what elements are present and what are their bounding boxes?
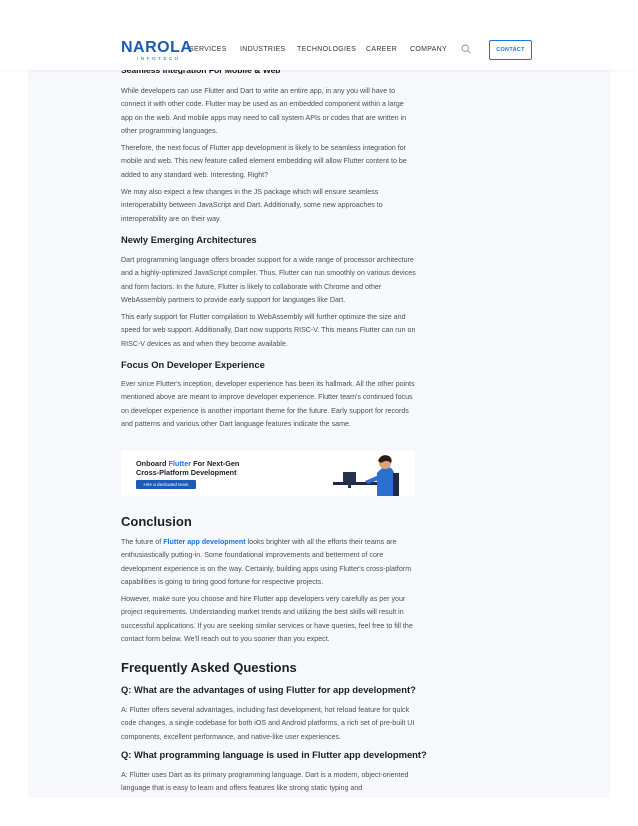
faq-answer-1: A: Flutter offers several advantages, including fast development, hot reload feature for quick code changes, a single codebase for both iOS and Android platforms, a rich set of pre-built UI components, excellent performance, and native-like user experiences.: [121, 706, 415, 741]
paragraph-developer-experience: Ever since Flutter's inception, developer experience has been its hallmark. All the other points mentioned above are meant to improve developer experience. Flutter team's continued focus on developer experience is another important theme for the future. Early support for records and patterns and various other Dart language features indicate the same.: [121, 380, 415, 428]
contact-button[interactable]: CONTACT: [489, 40, 532, 60]
faq-question-1[interactable]: Q: What are the advantages of using Flutter for app development?: [121, 684, 416, 695]
heading-developer-experience: Focus On Developer Experience: [121, 359, 265, 370]
banner-line-2: Cross-Platform Development: [136, 468, 237, 477]
paragraph-integration-2: Therefore, the next focus of Flutter app development is likely to be seamless integration for mobile and web. This new feature called element embedding will allow Flutter content to be added to any standard web. Interesting. Right?: [121, 144, 407, 179]
heading-conclusion: Conclusion: [121, 514, 192, 529]
paragraph-conclusion-2: However, make sure you choose and hire Flutter app developers very carefully as per your project requirements. Understanding market trends and utilizing the best skills will result in successful applications. If you are seeking similar services or have queries, feel free to fill the contact form below. We'll reach out to you sooner than you expect.: [121, 595, 413, 643]
heading-faq: Frequently Asked Questions: [121, 660, 297, 675]
flutter-app-development-link[interactable]: Flutter app development: [163, 538, 246, 546]
hire-banner[interactable]: [121, 451, 415, 496]
nav-career[interactable]: CAREER: [366, 46, 397, 53]
heading-architectures: Newly Emerging Architectures: [121, 234, 257, 245]
nav-technologies[interactable]: TECHNOLOGIES: [297, 46, 357, 53]
faq-question-2[interactable]: Q: What programming language is used in Flutter app development?: [121, 749, 427, 760]
paragraph-integration-1: While developers can use Flutter and Dart to write an entire app, in any you will have to connect it with other code. Flutter may be used as an embedded component within a large app on the web. And mobile apps may need to call system APIs or codes that are written in other programming languages.: [121, 87, 407, 135]
paragraph-architectures-1: Dart programming language offers broader support for a wide range of processor architecture and a highly-optimized JavaScript compiler. Thus, Flutter can run smoothly on various devices and form factors. In the future, Flutter is likely to collaborate with Chrome and other WebAssembly partners to provide early support for languages like Dart.: [121, 256, 416, 304]
nav-services[interactable]: SERVICES: [189, 46, 227, 53]
nav-company[interactable]: COMPANY: [410, 46, 447, 53]
narola-logo[interactable]: NAROLA INFOTECH: [121, 39, 193, 61]
paragraph-architectures-2: This early support for Flutter compilation to WebAssembly will further optimize the size and speed for web support. Additionally, Dart now supports RISC-V. This means Flutter can run on RISC-V devices as and when they become available.: [121, 313, 416, 348]
faq-answer-2: A: Flutter uses Dart as its primary programming language. Dart is a modern, object-oriented language that is easy to learn and offers features like strong static typing and: [121, 771, 409, 793]
paragraph-integration-3: We may also expect a few changes in the JS package which will ensure seamless interoperability between JavaScript and Dart. Additionally, some new approaches to interoperability are on their way.: [121, 188, 383, 223]
search-icon[interactable]: [461, 44, 471, 54]
banner-line-1: Onboard Flutter For Next-Gen: [136, 459, 240, 468]
hire-dedicated-team-button[interactable]: Hire a dedicated team: [136, 480, 196, 489]
developer-illustration-icon: [331, 451, 415, 496]
nav-industries[interactable]: INDUSTRIES: [240, 46, 286, 53]
paragraph-conclusion-1: The future of Flutter app development looks brighter with all the efforts their teams are enthusiastically putting-in. Some foundational improvements and betterment of core development experience is on the way. Certainly, building apps using Flutter's cross-platform capabilities is going to bring good fortune for respective projects.: [121, 538, 412, 586]
site-header: [0, 0, 638, 70]
